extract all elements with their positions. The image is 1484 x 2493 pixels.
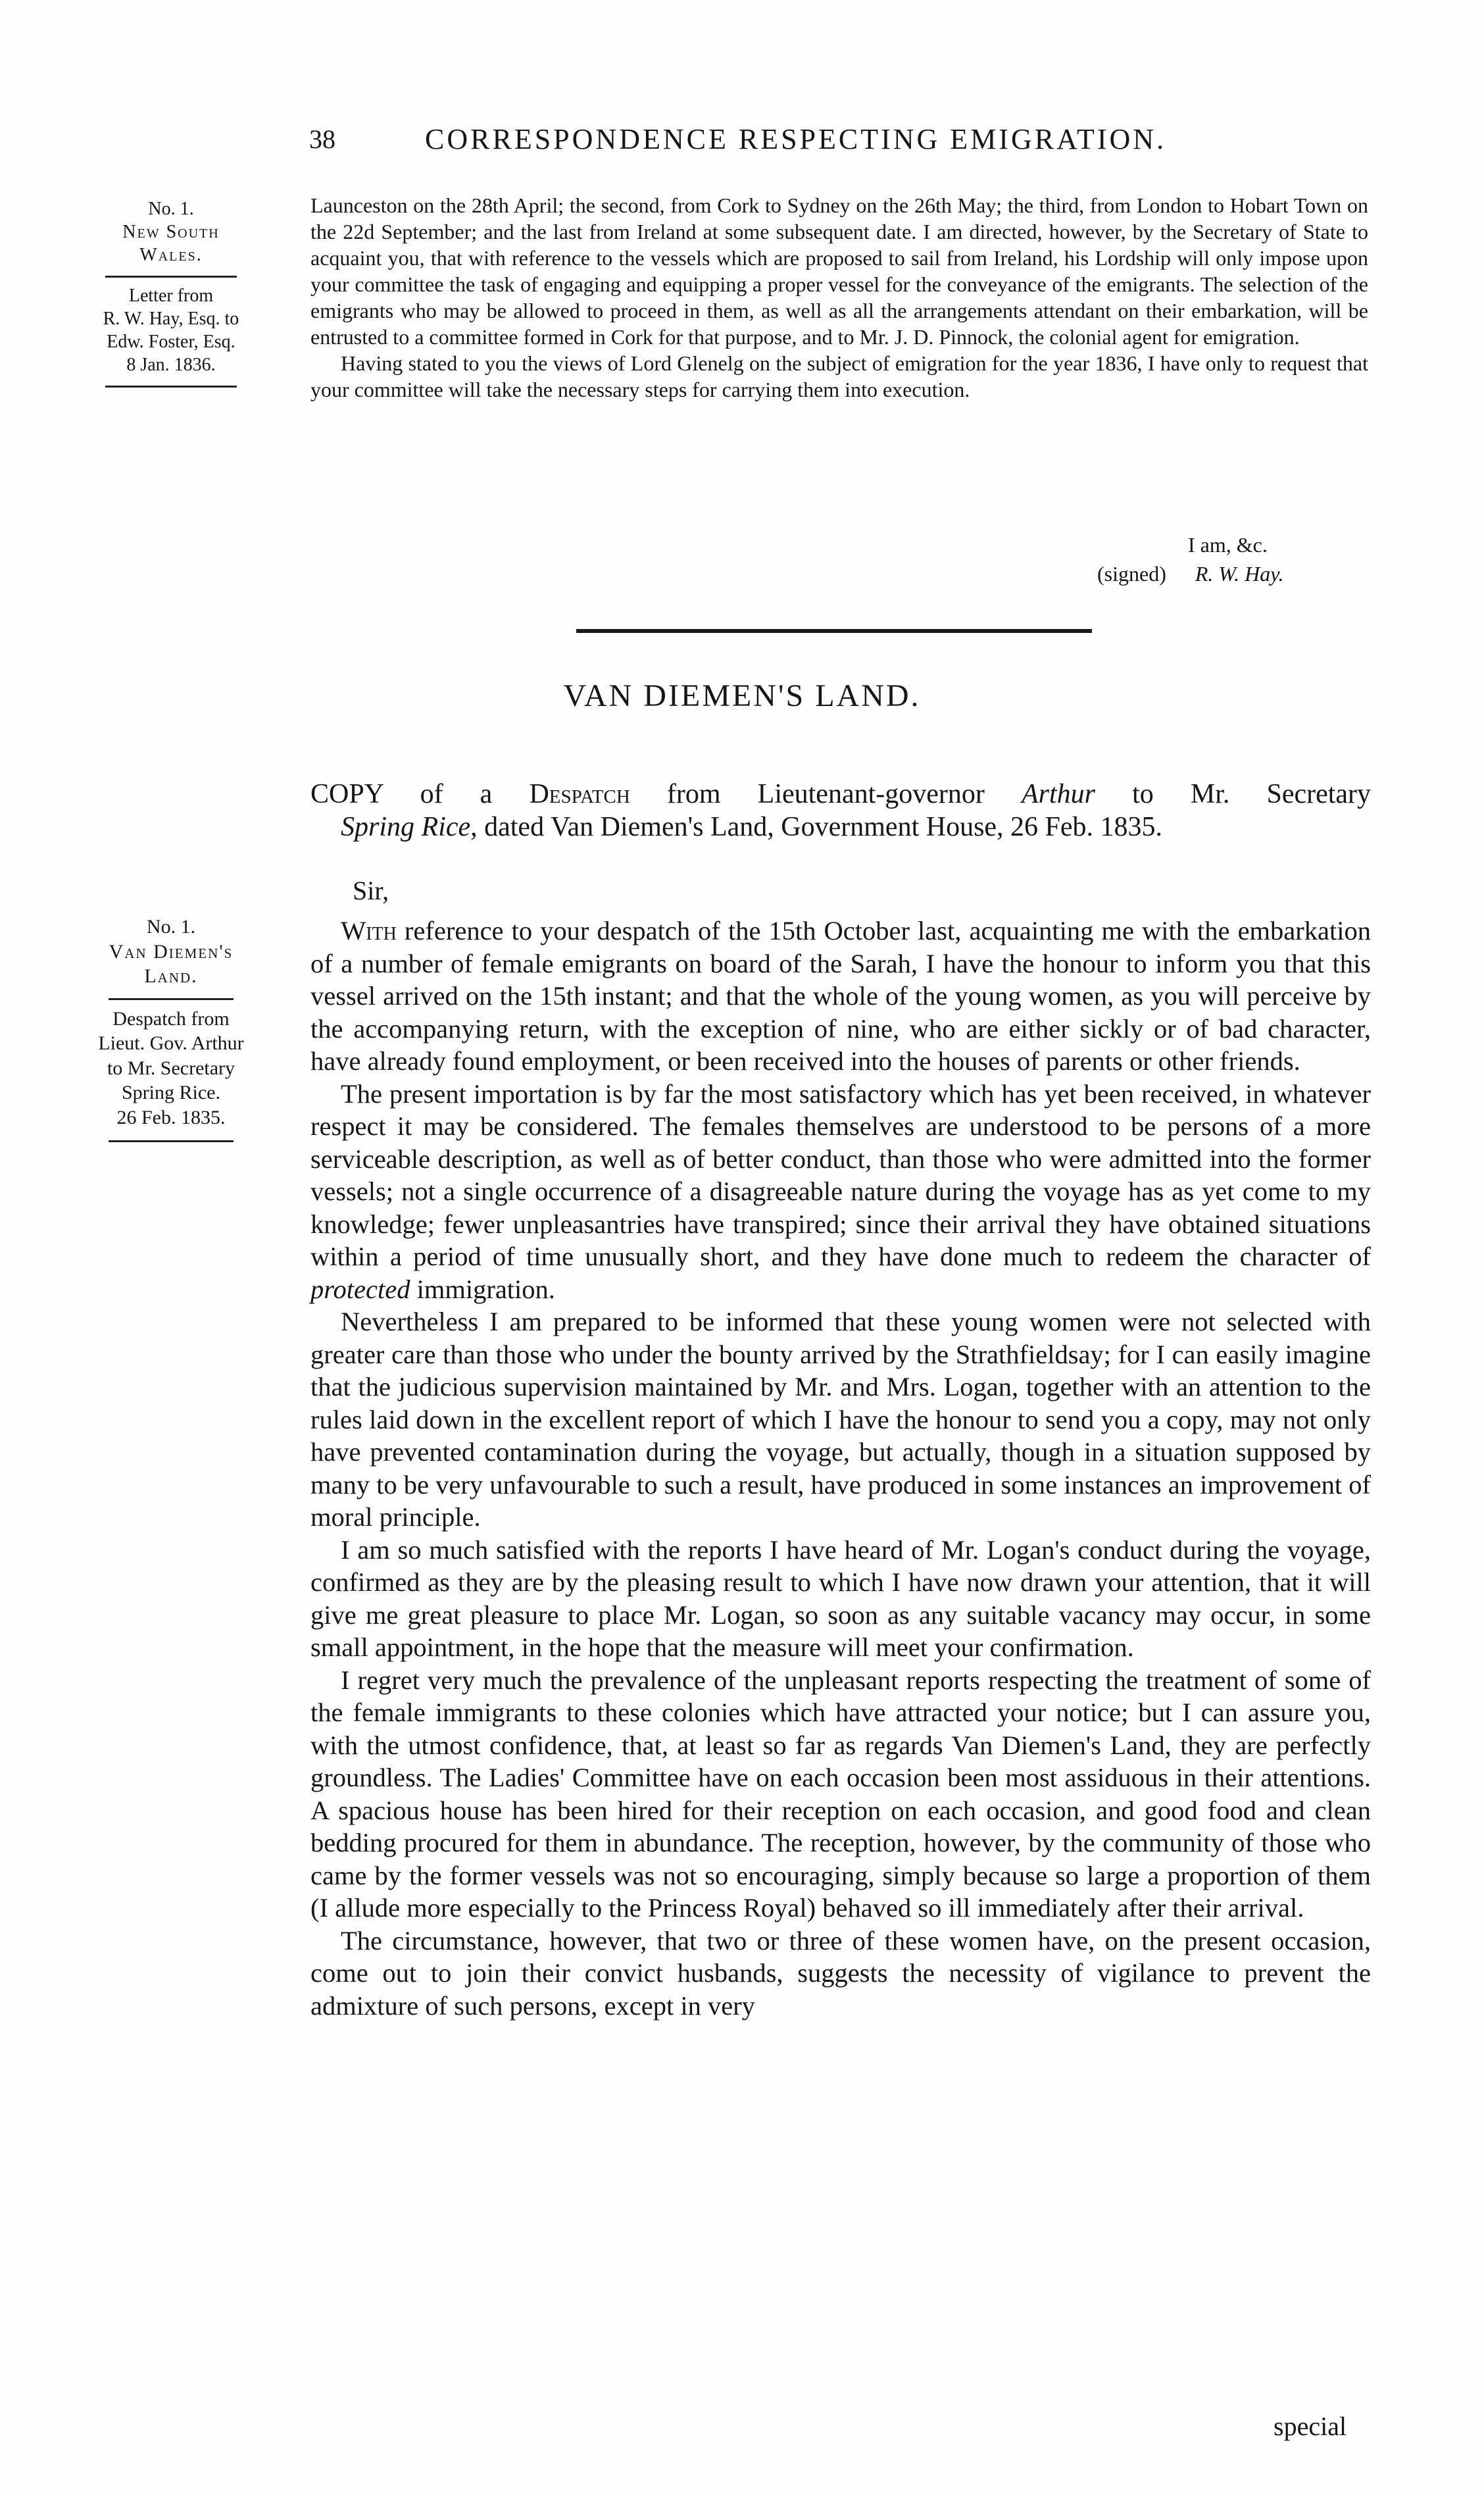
paragraph: The circumstance, however, that two or three of these women have, on the present occasion, come out to join their convict husbands, suggests the necessity of vigilance to prevent the admixture of such persons, except in very [310, 1925, 1371, 2021]
heading-text: to Mr. Secretary [1132, 779, 1372, 809]
paragraph [310, 1078, 1371, 1306]
heading-name: Spring Rice [341, 812, 471, 842]
margin-note-colony: New South [122, 222, 220, 242]
margin-rule [105, 276, 237, 278]
letter-hay-text [310, 192, 1368, 403]
page-number: 38 [309, 124, 335, 154]
paragraph: Having stated to you the views of Lord Glenelg on the subject of emigration for the year 1836, I have only to request that your committee will take the necessary steps for carrying them into execution. [310, 351, 1368, 401]
paragraph [310, 915, 1371, 1078]
margin-note-line: Despatch from [112, 1007, 230, 1030]
opening-word: With [341, 916, 397, 945]
paragraph: I regret very much the prevalence of the unpleasant reports respecting the treatment of some of the female immigrants to these colonies which have attracted your notice; but I can assure you, with the utmost confidence, that, at least so far as regards Van Diemen's Land, they are perfectly groundless. The Ladies' Committee have on each occasion been most assiduous in their attentions. A spacious house has been hired for their reception on each occasion, and good food and clean bedding procured for them in abundance. The reception, however, by the community of those who came by the former vessels was not so encouraging, simply because so large a proportion of them (I allude more especially to the Princess Royal) behaved so ill immediately after their arrival. [310, 1665, 1371, 1923]
paragraph-text: immigration. [410, 1274, 555, 1304]
paragraph: I am so much satisfied with the reports I have heard of Mr. Logan's conduct during the voyage, confirmed as they are by the pleasing result to which I have now drawn your attention, that it will give me great pleasure to place Mr. Logan, so soon as any suitable vacancy may occur, in some small appointment, in the hope that the measure will meet your confirmation. [310, 1534, 1371, 1662]
paragraph-text: The present importation is by far the most satisfactory which has yet been received, in whatever respect it may be considered. The females themselves are understood to be persons of a more serviceable description, as well as of better conduct, than those who were admitted into the former vessels; not a single occurrence of a disagreeable nature during the voyage has as yet come to my knowledge; fewer unpleasantries have transpired; since their arrival they have obtained situations within a period of time unusually short, and they have done much to redeem the character of [310, 1078, 1371, 1271]
margin-rule [109, 998, 234, 1000]
margin-note-line: 26 Feb. 1835. [116, 1106, 226, 1128]
heading-text: from Lieutenant-governor [666, 779, 985, 809]
margin-note-line: Spring Rice. [122, 1082, 220, 1103]
margin-rule [109, 1140, 234, 1142]
despatch-heading-line [310, 778, 1371, 811]
margin-note-line: R. W. Hay, Esq. to [103, 309, 239, 329]
signed-label: (signed) [1097, 562, 1166, 586]
despatch-body [310, 915, 1371, 2022]
despatch-heading-line [310, 811, 1371, 844]
closing-line: I am, &c. [1188, 533, 1268, 557]
despatch-word: Despatch [529, 779, 630, 809]
paragraph: Nevertheless I am prepared to be informed that these young women were not selected with greater care than those who under the bounty arrived by the Strathfieldsay; for I can easily imagine that the judicious supervision maintained by Mr. and Mrs. Logan, together with an attention to the rules laid down in the excellent report of which I have the honour to send you a copy, may not only have prevented contamination during the voyage, but actually, though in a situation supposed by many to be very unfavourable to such a result, have produced in some instances an improvement of moral principle. [310, 1307, 1371, 1532]
heading-text: , dated Van Diemen's Land, Government House, 26 Feb. 1835. [470, 812, 1163, 842]
margin-note-line: Edw. Foster, Esq. [107, 332, 235, 352]
heading-name: Arthur [1021, 779, 1095, 809]
copy-word: COPY [310, 779, 383, 809]
margin-note-number: No. 1. [148, 199, 194, 219]
section-title: VAN DIEMEN'S LAND. [563, 678, 921, 713]
margin-note-line: 8 Jan. 1836. [126, 355, 216, 375]
signature: R. W. Hay. [1195, 562, 1284, 586]
margin-note-colony: Wales. [139, 245, 203, 265]
paragraph-text: reference to your despatch of the 15th October last, acquainting me with the embarkation of a number of female emigrants on board of the Sarah, I have the honour to inform you that this vessel arrived on the 15th instant; and that the whole of the young women, as you will perceive by the accompanying return, with the exception of nine, who are either sickly or of bad character, have already found employment, or been received into the houses of parents or other friends. [310, 916, 1371, 1076]
margin-note-new-south-wales [39, 197, 303, 394]
section-divider [576, 629, 1092, 633]
paragraph: Launceston on the 28th April; the second, from Cork to Sydney on the 26th May; the third, from London to Hobart Town on the 22d September; and the last from Ireland at some subsequent date. I am directed, however, by the Secretary of State to acquaint you, that with reference to the vessels which are proposed to sail from Ireland, his Lordship will only impose upon your committee the task of engaging and equipping a proper vessel for the conveyance of the emigrants. The selection of the emigrants who may be allowed to proceed in them, as well as all the arrangements attendant on their embarkation, will be entrusted to a committee formed in Cork for that purpose, and to Mr. J. D. Pinnock, the colonial agent for emigration. [310, 193, 1368, 349]
heading-text: of a [420, 779, 493, 809]
italic-word: protected [310, 1274, 410, 1304]
margin-rule [105, 386, 237, 388]
margin-note-number: No. 1. [146, 916, 196, 938]
catchword: special [1274, 2411, 1347, 2441]
running-title: CORRESPONDENCE RESPECTING EMIGRATION. [425, 123, 1167, 155]
margin-note-van-diemens-land [39, 915, 303, 1149]
signature-line [1097, 562, 1284, 586]
margin-note-line: to Mr. Secretary [107, 1057, 235, 1079]
margin-note-line: Lieut. Gov. Arthur [98, 1032, 244, 1054]
salutation: Sir, [353, 876, 389, 905]
despatch-heading [310, 778, 1371, 844]
margin-note-colony: Van Diemen's [109, 940, 234, 963]
margin-note-colony: Land. [144, 965, 198, 987]
margin-note-line: Letter from [128, 286, 214, 306]
